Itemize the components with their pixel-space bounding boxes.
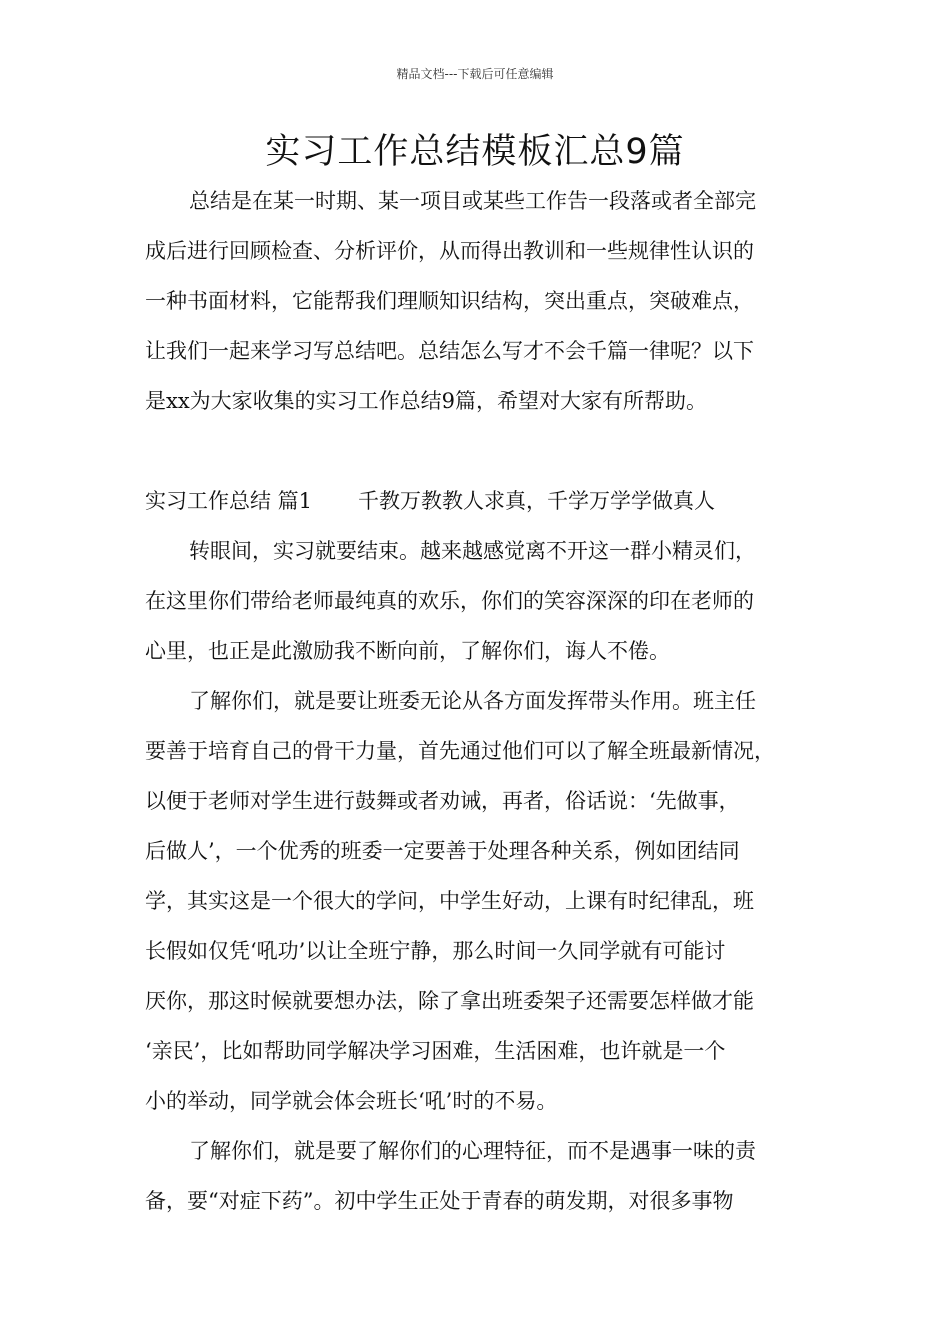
- spacer: [145, 426, 825, 476]
- paragraph-line: 以便于老师对学生进行鼓舞或者劝诫，再者，俗话说：‘先做事，: [145, 789, 740, 813]
- paragraph-2: [145, 676, 825, 1126]
- section-subtitle: 千教万教教人求真，千学万学学做真人: [358, 489, 716, 513]
- paragraph-line: 了解你们，就是要了解你们的心理特征，而不是遇事一味的责: [189, 1139, 756, 1163]
- paragraph-3: [145, 1126, 825, 1226]
- paragraph-line: 是xx为大家收集的实习工作总结9篇，希望对大家有所帮助。: [145, 389, 708, 413]
- paragraph-line: 转眼间，实习就要结束。越来越感觉离不开这一群小精灵们，: [189, 539, 756, 563]
- paragraph-line: 一种书面材料，它能帮我们理顺知识结构，突出重点，突破难点，: [145, 289, 754, 313]
- paragraph-line: 学，其实这是一个很大的学问，中学生好动，上课有时纪律乱，班: [145, 889, 754, 913]
- paragraph-line: 让我们一起来学习写总结吧。总结怎么写才不会千篇一律呢？以下: [145, 339, 754, 363]
- document-title: 实习工作总结模板汇总9篇: [265, 132, 685, 172]
- paragraph-line: 总结是在某一时期、某一项目或某些工作告一段落或者全部完: [189, 189, 756, 213]
- header-note: 精品文档---下载后可任意编辑: [396, 67, 554, 81]
- paragraph-line: 长假如仅凭‘吼功’以让全班宁静，那么时间一久同学就有可能讨: [145, 939, 726, 963]
- paragraph-line: 要善于培育自己的骨干力量，首先通过他们可以了解全班最新情况，: [145, 739, 775, 763]
- section-label: 实习工作总结 篇1: [145, 489, 313, 513]
- section-heading: [145, 476, 825, 526]
- document-body: [145, 176, 825, 1226]
- paragraph-line: 了解你们，就是要让班委无论从各方面发挥带头作用。班主任: [189, 689, 756, 713]
- paragraph-line: 后做人’，一个优秀的班委一定要善于处理各种关系，例如团结同: [145, 839, 740, 863]
- paragraph-1: [145, 526, 825, 676]
- paragraph-line: 成后进行回顾检查、分析评价，从而得出教训和一些规律性认识的: [145, 239, 754, 263]
- paragraph-line: 心里，也正是此激励我不断向前，了解你们，诲人不倦。: [145, 639, 670, 663]
- paragraph-line: 在这里你们带给老师最纯真的欢乐，你们的笑容深深的印在老师的: [145, 589, 754, 613]
- intro-paragraph: [145, 176, 825, 426]
- paragraph-line: 备，要“对症下药”。初中学生正处于青春的萌发期，对很多事物: [145, 1189, 734, 1213]
- paragraph-line: 厌你，那这时候就要想办法，除了拿出班委架子还需要怎样做才能: [145, 989, 754, 1013]
- paragraph-line: 小的举动，同学就会体会班长‘吼’时的不易。: [145, 1089, 558, 1113]
- paragraph-line: ‘亲民’，比如帮助同学解决学习困难，生活困难，也许就是一个: [145, 1039, 726, 1063]
